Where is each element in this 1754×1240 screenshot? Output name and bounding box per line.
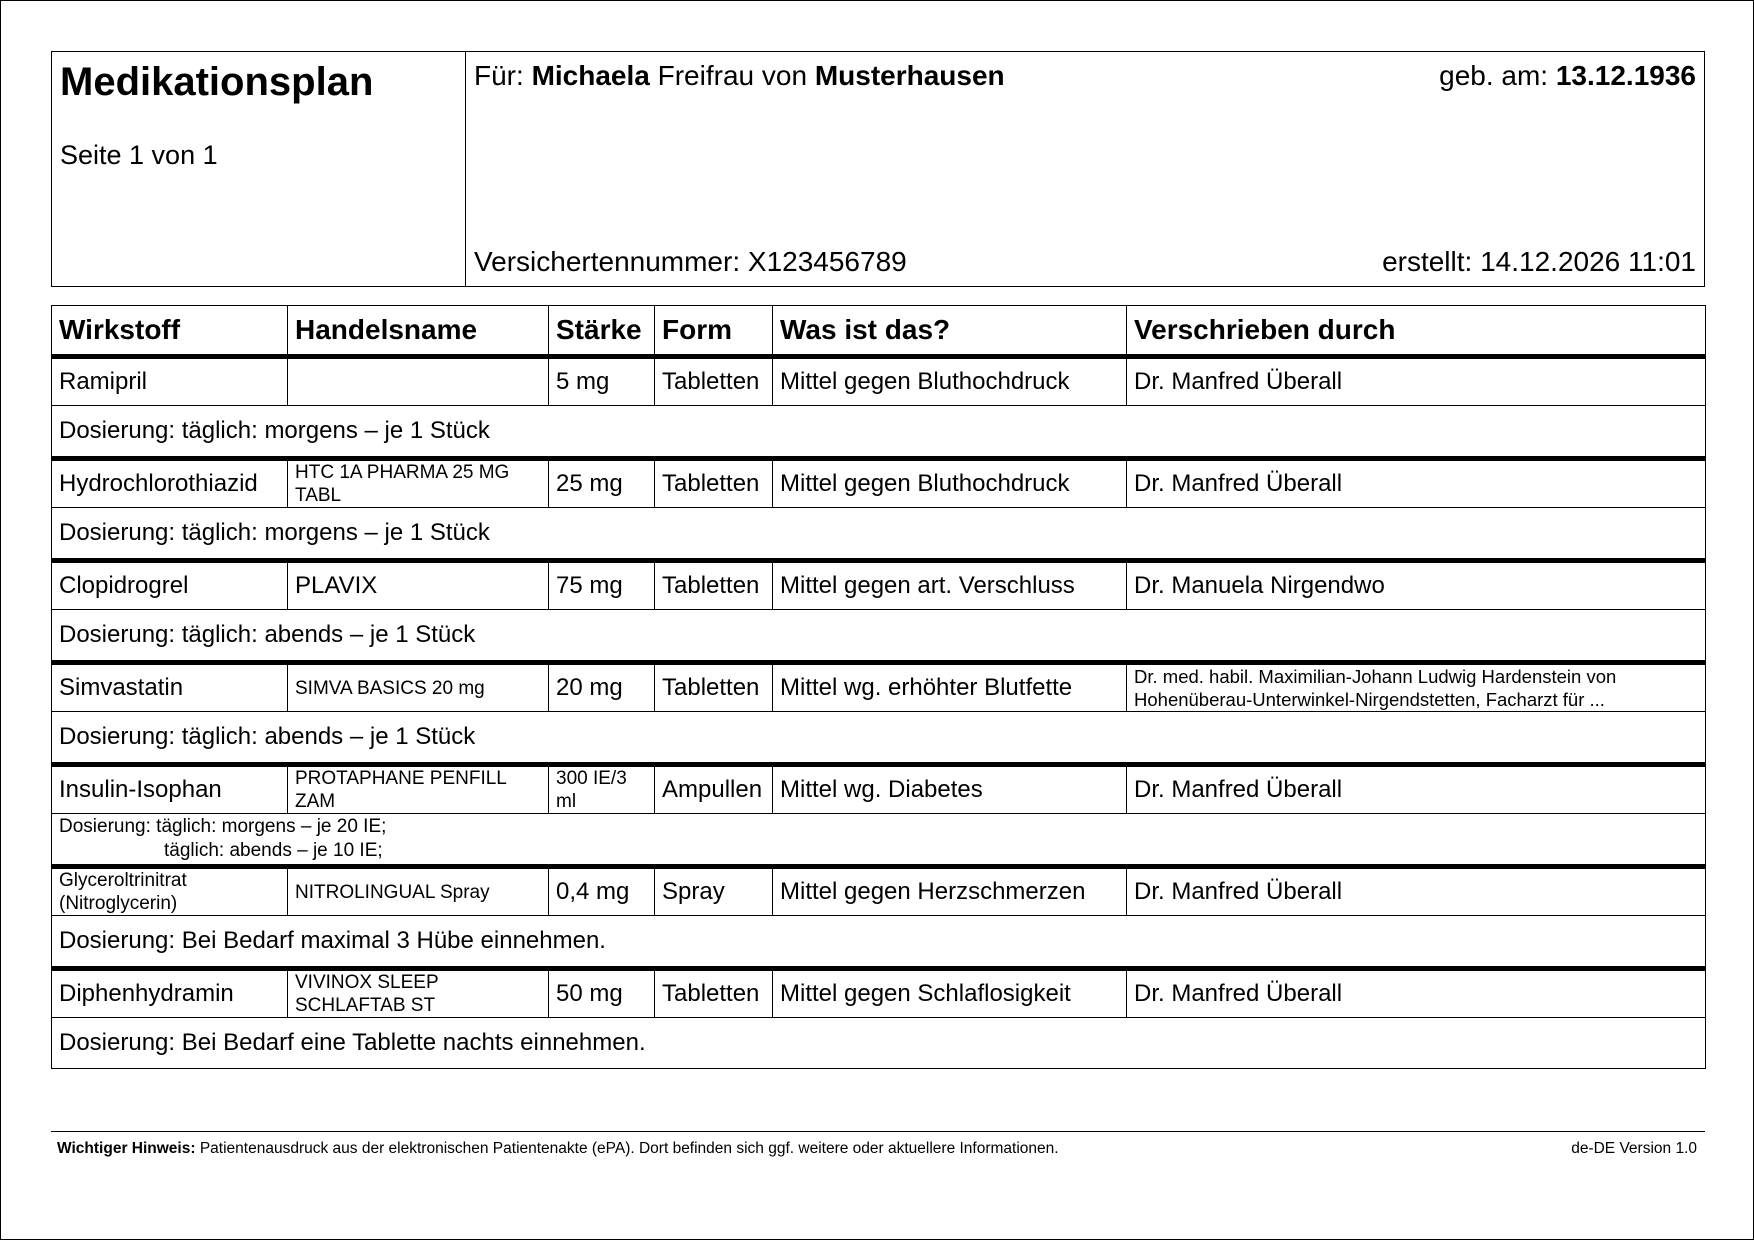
dosage-row bbox=[52, 406, 1706, 459]
cell-form: Tabletten bbox=[655, 459, 773, 508]
date-of-birth bbox=[1439, 58, 1696, 94]
cell-dosierung: Dosierung: Bei Bedarf maximal 3 Hübe einnehmen. bbox=[52, 916, 1706, 969]
column-header-wirkstoff: Wirkstoff bbox=[52, 306, 288, 357]
insurance-number bbox=[474, 244, 907, 280]
cell-staerke: 5 mg bbox=[549, 357, 655, 406]
cell-dosierung bbox=[52, 814, 1706, 867]
medication-row bbox=[52, 765, 1706, 814]
patient-info-box bbox=[466, 52, 1704, 286]
dob-label: geb. am: bbox=[1439, 60, 1549, 91]
cell-form: Tabletten bbox=[655, 663, 773, 712]
cell-handelsname: PROTAPHANE PENFILL ZAM bbox=[288, 765, 549, 814]
column-header-zweck: Was ist das? bbox=[773, 306, 1127, 357]
patient-name-middle: Freifrau von bbox=[657, 60, 808, 91]
dosage-row bbox=[52, 610, 1706, 663]
cell-arzt: Dr. Manfred Überall bbox=[1127, 969, 1706, 1018]
dosage-row bbox=[52, 1018, 1706, 1069]
cell-wirkstoff: Glyceroltrinitrat (Nitroglycerin) bbox=[52, 867, 288, 916]
cell-arzt: Dr. Manfred Überall bbox=[1127, 357, 1706, 406]
created-value: 14.12.2026 11:01 bbox=[1480, 246, 1696, 277]
dosage-row bbox=[52, 508, 1706, 561]
cell-arzt: Dr. med. habil. Maximilian-Johann Ludwig Hardenstein von Hohenüberau-Unterwinkel-Nirgendstetten, Facharzt für ... bbox=[1127, 663, 1706, 712]
column-header-arzt: Verschrieben durch bbox=[1127, 306, 1706, 357]
medication-row bbox=[52, 561, 1706, 610]
created-timestamp bbox=[1382, 244, 1696, 280]
created-label: erstellt: bbox=[1382, 246, 1473, 277]
cell-wirkstoff: Diphenhydramin bbox=[52, 969, 288, 1018]
footer-notice-label: Wichtiger Hinweis: bbox=[57, 1140, 196, 1157]
cell-dosierung: Dosierung: täglich: abends – je 1 Stück bbox=[52, 610, 1706, 663]
cell-staerke: 20 mg bbox=[549, 663, 655, 712]
cell-form: Tabletten bbox=[655, 357, 773, 406]
footer-version: de-DE Version 1.0 bbox=[1571, 1140, 1697, 1157]
column-header-handelsname: Handelsname bbox=[288, 306, 549, 357]
cell-staerke: 75 mg bbox=[549, 561, 655, 610]
page-indicator: Seite 1 von 1 bbox=[60, 140, 218, 170]
cell-handelsname: NITROLINGUAL Spray bbox=[288, 867, 549, 916]
patient-last-name: Musterhausen bbox=[814, 60, 1005, 91]
footer-notice bbox=[57, 1139, 1059, 1159]
cell-dosierung: Dosierung: täglich: morgens – je 1 Stück bbox=[52, 508, 1706, 561]
cell-wirkstoff: Ramipril bbox=[52, 357, 288, 406]
column-header-form: Form bbox=[655, 306, 773, 357]
cell-form: Spray bbox=[655, 867, 773, 916]
cell-zweck: Mittel gegen Bluthochdruck bbox=[773, 357, 1127, 406]
patient-name bbox=[474, 58, 1005, 94]
insurance-label: Versichertennummer: bbox=[474, 246, 741, 277]
cell-form: Ampullen bbox=[655, 765, 773, 814]
cell-handelsname: HTC 1A PHARMA 25 MG TABL bbox=[288, 459, 549, 508]
cell-arzt: Dr. Manfred Überall bbox=[1127, 867, 1706, 916]
cell-arzt: Dr. Manfred Überall bbox=[1127, 459, 1706, 508]
cell-zweck: Mittel wg. erhöhter Blutfette bbox=[773, 663, 1127, 712]
cell-arzt: Dr. Manfred Überall bbox=[1127, 765, 1706, 814]
page-title: Medikationsplan bbox=[60, 60, 374, 104]
dosage-row bbox=[52, 814, 1706, 867]
cell-staerke: 25 mg bbox=[549, 459, 655, 508]
cell-staerke: 0,4 mg bbox=[549, 867, 655, 916]
cell-zweck: Mittel gegen Herzschmerzen bbox=[773, 867, 1127, 916]
cell-handelsname bbox=[288, 357, 549, 406]
cell-dosierung: Dosierung: täglich: morgens – je 1 Stück bbox=[52, 406, 1706, 459]
table-header-row bbox=[52, 306, 1706, 357]
footer-divider bbox=[51, 1131, 1705, 1132]
medication-row bbox=[52, 357, 1706, 406]
cell-wirkstoff: Clopidrogrel bbox=[52, 561, 288, 610]
patient-prefix: Für: bbox=[474, 60, 524, 91]
footer-notice-text: Patientenausdruck aus der elektronischen Patientenakte (ePA). Dort befinden sich ggf. weitere oder aktuellere Informationen. bbox=[199, 1140, 1059, 1157]
cell-dosierung: Dosierung: täglich: abends – je 1 Stück bbox=[52, 712, 1706, 765]
medication-row bbox=[52, 459, 1706, 508]
column-header-staerke: Stärke bbox=[549, 306, 655, 357]
medication-table bbox=[51, 305, 1706, 1069]
cell-staerke: 50 mg bbox=[549, 969, 655, 1018]
cell-handelsname: SIMVA BASICS 20 mg bbox=[288, 663, 549, 712]
insurance-value: X123456789 bbox=[747, 246, 907, 277]
medication-row bbox=[52, 867, 1706, 916]
cell-staerke: 300 IE/3 ml bbox=[549, 765, 655, 814]
cell-wirkstoff: Hydrochlorothiazid bbox=[52, 459, 288, 508]
cell-arzt: Dr. Manuela Nirgendwo bbox=[1127, 561, 1706, 610]
cell-zweck: Mittel wg. Diabetes bbox=[773, 765, 1127, 814]
dosage-line: Dosierung: täglich: morgens – je 20 IE; bbox=[59, 816, 387, 837]
cell-wirkstoff: Insulin-Isophan bbox=[52, 765, 288, 814]
cell-dosierung: Dosierung: Bei Bedarf eine Tablette nachts einnehmen. bbox=[52, 1018, 1706, 1069]
medication-row bbox=[52, 969, 1706, 1018]
cell-handelsname: VIVINOX SLEEP SCHLAFTAB ST bbox=[288, 969, 549, 1018]
cell-zweck: Mittel gegen art. Verschluss bbox=[773, 561, 1127, 610]
dosage-line: täglich: abends – je 10 IE; bbox=[164, 840, 383, 861]
dosage-row bbox=[52, 916, 1706, 969]
plan-header bbox=[51, 51, 1705, 287]
plan-title-box bbox=[52, 52, 466, 286]
medication-row bbox=[52, 663, 1706, 712]
cell-handelsname: PLAVIX bbox=[288, 561, 549, 610]
cell-wirkstoff: Simvastatin bbox=[52, 663, 288, 712]
dob-value: 13.12.1936 bbox=[1555, 60, 1696, 91]
cell-zweck: Mittel gegen Schlaflosigkeit bbox=[773, 969, 1127, 1018]
cell-form: Tabletten bbox=[655, 561, 773, 610]
cell-zweck: Mittel gegen Bluthochdruck bbox=[773, 459, 1127, 508]
patient-first-name: Michaela bbox=[531, 60, 650, 91]
dosage-row bbox=[52, 712, 1706, 765]
cell-form: Tabletten bbox=[655, 969, 773, 1018]
